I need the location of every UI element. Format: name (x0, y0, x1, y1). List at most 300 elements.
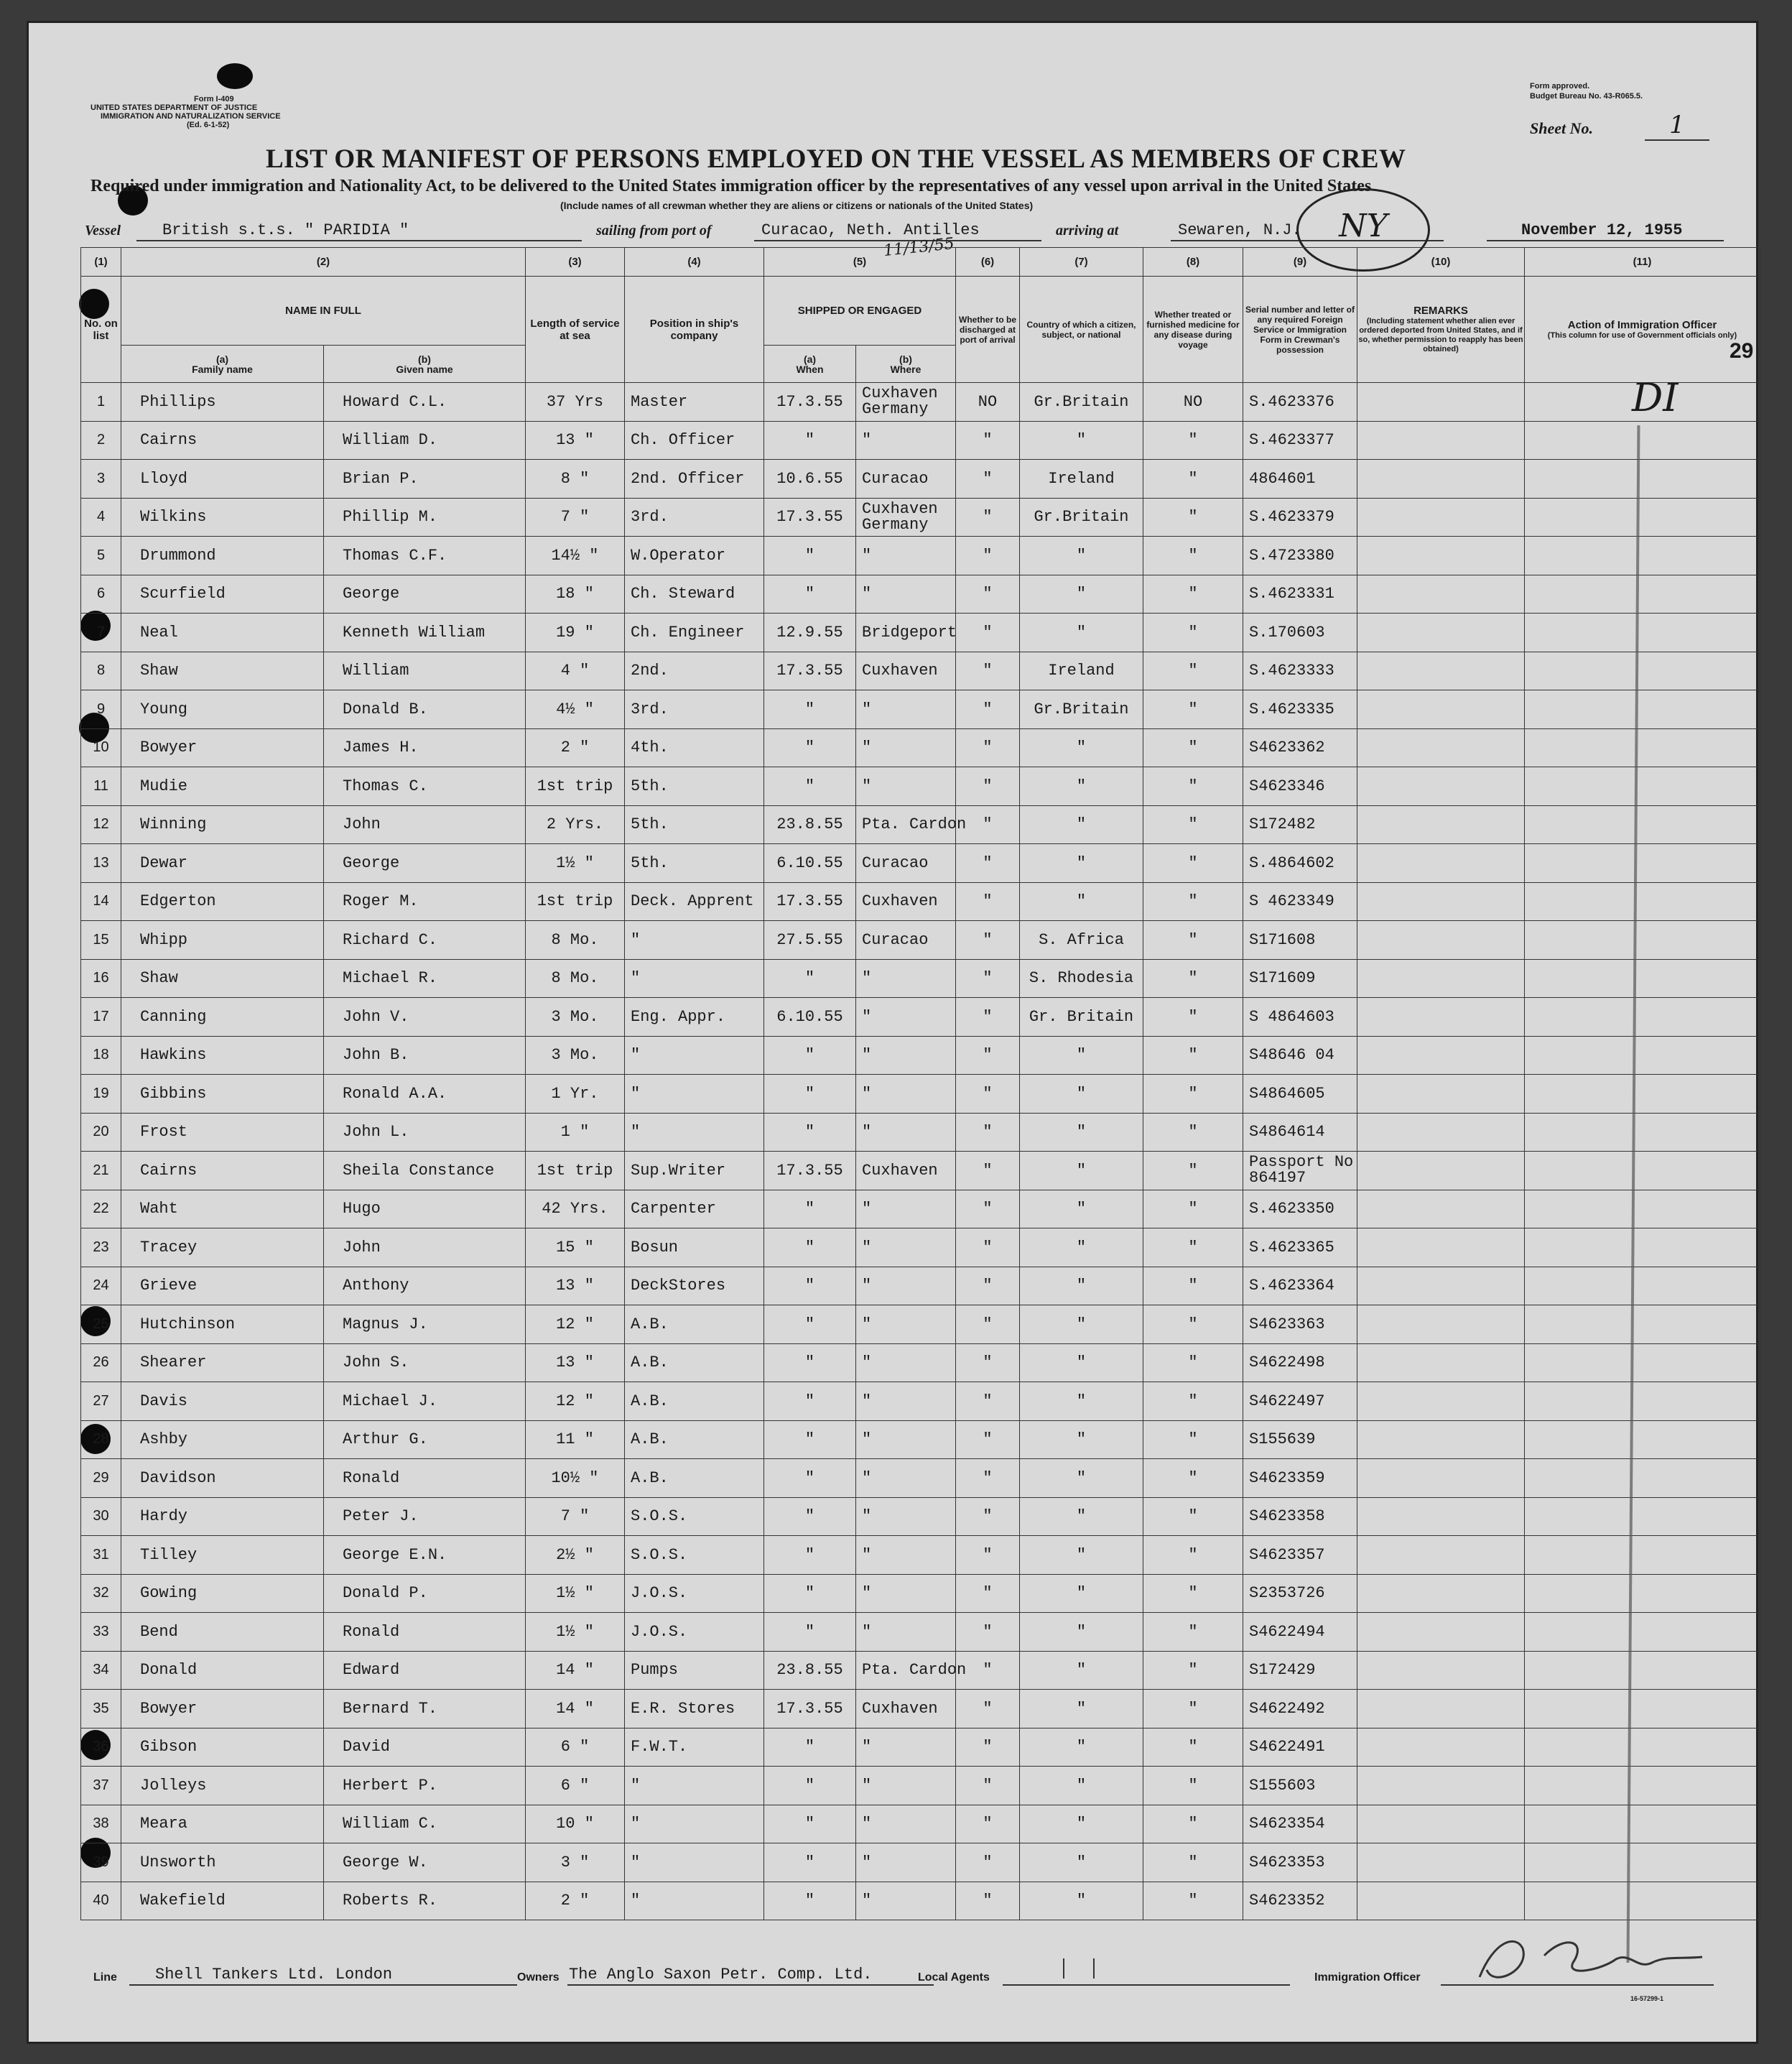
col-5-label: SHIPPED OR ENGAGED (764, 277, 956, 346)
remarks-cell (1357, 1267, 1525, 1305)
agents-mark (1063, 1958, 1095, 1979)
col-8-number: (8) (1143, 248, 1243, 277)
arriving-label: arriving at (1056, 223, 1119, 239)
table-row (81, 1113, 1760, 1152)
service-length-cell: 1½ " (526, 1613, 625, 1652)
remarks-cell (1357, 498, 1525, 537)
shipped-when-cell: 27.5.55 (764, 921, 856, 960)
service-length-cell: 4 " (526, 652, 625, 690)
given-name-cell: George (324, 575, 526, 614)
remarks-cell (1357, 1075, 1525, 1114)
family-name-cell: Bowyer (121, 1690, 324, 1729)
col-5a-text: When (796, 363, 824, 375)
row-number-cell: 36 (81, 1728, 121, 1767)
table-row (81, 421, 1760, 460)
shipped-where-cell: Curacao (856, 921, 956, 960)
shipped-where-cell: " (856, 421, 956, 460)
col-10-label: REMARKS (1413, 305, 1468, 317)
family-name-cell: Bend (121, 1613, 324, 1652)
shipped-where-cell: " (856, 690, 956, 729)
table-row (81, 652, 1760, 690)
table-row (81, 1343, 1760, 1382)
line-value: Shell Tankers Ltd. London (155, 1966, 393, 1984)
shipped-when-cell: " (764, 1882, 856, 1920)
immigration-action-cell (1525, 1690, 1760, 1729)
remarks-cell (1357, 1767, 1525, 1805)
service-length-cell: 13 " (526, 421, 625, 460)
row-number-cell: 11 (81, 767, 121, 806)
col-9-number: (9) (1243, 248, 1357, 277)
serial-number-cell: S4623352 (1243, 1882, 1357, 1920)
shipped-when-cell: 12.9.55 (764, 614, 856, 652)
shipped-where-cell: Cuxhaven (856, 1690, 956, 1729)
country-cell: Gr.Britain (1020, 690, 1143, 729)
serial-number-cell: S4623362 (1243, 728, 1357, 767)
treated-cell: " (1143, 728, 1243, 767)
treated-cell: " (1143, 1459, 1243, 1498)
family-name-cell: Cairns (121, 421, 324, 460)
owners-label: Owners (517, 1971, 560, 1984)
shipped-when-cell: 17.3.55 (764, 882, 856, 921)
immigration-action-cell (1525, 1536, 1760, 1575)
crew-rows (81, 383, 1760, 1920)
remarks-cell (1357, 805, 1525, 844)
shipped-when-cell: " (764, 1459, 856, 1498)
shipped-where-cell: " (856, 1805, 956, 1843)
immigration-action-cell (1525, 1190, 1760, 1228)
vessel-underline (136, 240, 582, 241)
row-number-cell: 12 (81, 805, 121, 844)
country-cell: " (1020, 1882, 1143, 1920)
col-2b-text: Given name (396, 363, 453, 375)
shipped-where-cell: " (856, 537, 956, 575)
service-length-cell: 1st trip (526, 882, 625, 921)
service-length-cell: 12 " (526, 1305, 625, 1344)
shipped-when-cell: " (764, 1613, 856, 1652)
table-row (81, 1536, 1760, 1575)
treated-cell: " (1143, 1497, 1243, 1536)
country-cell: " (1020, 1536, 1143, 1575)
treated-cell: " (1143, 1036, 1243, 1075)
remarks-cell (1357, 1190, 1525, 1228)
table-row (81, 1651, 1760, 1690)
table-row (81, 998, 1760, 1037)
position-cell: " (625, 1036, 764, 1075)
given-name-cell: Richard C. (324, 921, 526, 960)
shipped-where-cell: " (856, 1113, 956, 1152)
sailing-value: Curacao, Neth. Antilles (761, 221, 980, 239)
family-name-cell: Davidson (121, 1459, 324, 1498)
table-row (81, 882, 1760, 921)
shipped-when-cell: " (764, 1305, 856, 1344)
discharged-cell: " (956, 1497, 1020, 1536)
position-cell: Master (625, 383, 764, 422)
serial-number-cell: S171609 (1243, 959, 1357, 998)
col-2a-num: (a) (215, 353, 229, 365)
shipped-when-cell: 17.3.55 (764, 1690, 856, 1729)
service-length-cell: 2½ " (526, 1536, 625, 1575)
country-cell: " (1020, 882, 1143, 921)
shipped-where-cell: Curacao (856, 844, 956, 883)
given-name-cell: Thomas C.F. (324, 537, 526, 575)
shipped-when-cell: " (764, 1075, 856, 1114)
family-name-cell: Mudie (121, 767, 324, 806)
treated-cell: " (1143, 1382, 1243, 1421)
shipped-where-cell: " (856, 1728, 956, 1767)
treated-cell: " (1143, 1843, 1243, 1882)
table-row (81, 1267, 1760, 1305)
col-5a-num: (a) (803, 353, 817, 365)
col-2a-label (121, 346, 324, 383)
shipped-where-cell: Curacao (856, 460, 956, 499)
serial-number-cell: S.4623333 (1243, 652, 1357, 690)
treated-cell: " (1143, 498, 1243, 537)
shipped-where-cell: Cuxhaven Germany (856, 498, 956, 537)
country-cell: " (1020, 1036, 1143, 1075)
shipped-when-cell: " (764, 1228, 856, 1267)
col-5b-label (856, 346, 956, 383)
serial-number-cell: S4622498 (1243, 1343, 1357, 1382)
col-2-label: NAME IN FULL (121, 277, 526, 346)
family-name-cell: Shaw (121, 652, 324, 690)
position-cell: J.O.S. (625, 1613, 764, 1652)
given-name-cell: Arthur G. (324, 1420, 526, 1459)
col-2b-num: (b) (418, 353, 431, 365)
immigration-action-cell (1525, 460, 1760, 499)
immigration-action-cell (1525, 1382, 1760, 1421)
sheet-number-label: Sheet No. (1530, 119, 1593, 137)
row-number-cell: 8 (81, 652, 121, 690)
shipped-where-cell: Cuxhaven (856, 652, 956, 690)
row-number-cell: 14 (81, 882, 121, 921)
table-row (81, 1882, 1760, 1920)
officer-signature (1465, 1920, 1709, 1991)
given-name-cell: Ronald A.A. (324, 1075, 526, 1114)
treated-cell: " (1143, 1228, 1243, 1267)
row-number-cell: 20 (81, 1113, 121, 1152)
col-6-label: Whether to be discharged at port of arrival (956, 277, 1020, 383)
country-cell: " (1020, 1843, 1143, 1882)
remarks-cell (1357, 844, 1525, 883)
treated-cell: " (1143, 767, 1243, 806)
owners-value: The Anglo Saxon Petr. Comp. Ltd. (569, 1966, 873, 1984)
given-name-cell: William (324, 652, 526, 690)
service-length-cell: 7 " (526, 1497, 625, 1536)
position-cell: " (625, 1882, 764, 1920)
treated-cell: " (1143, 1267, 1243, 1305)
position-cell: " (625, 921, 764, 960)
family-name-cell: Cairns (121, 1152, 324, 1190)
remarks-cell (1357, 1228, 1525, 1267)
position-cell: Bosun (625, 1228, 764, 1267)
vessel-value: British s.t.s. " PARIDIA " (162, 221, 409, 239)
country-cell: S. Africa (1020, 921, 1143, 960)
shipped-where-cell: " (856, 1190, 956, 1228)
immigration-action-cell (1525, 805, 1760, 844)
row-number-cell: 10 (81, 728, 121, 767)
position-cell: S.O.S. (625, 1536, 764, 1575)
discharged-cell: " (956, 1767, 1020, 1805)
shipped-where-cell: " (856, 1420, 956, 1459)
row-number-cell: 2 (81, 421, 121, 460)
row-number-cell: 21 (81, 1152, 121, 1190)
immigration-action-cell (1525, 1343, 1760, 1382)
col-4-label: Position in ship's company (625, 277, 764, 383)
service-length-cell: 2 " (526, 728, 625, 767)
discharged-cell: " (956, 1613, 1020, 1652)
remarks-cell (1357, 690, 1525, 729)
shipped-where-cell: " (856, 1305, 956, 1344)
approval-line: Budget Bureau No. 43-R065.5. (1530, 92, 1643, 101)
remarks-cell (1357, 537, 1525, 575)
service-length-cell: 1 Yr. (526, 1075, 625, 1114)
row-number-cell: 32 (81, 1574, 121, 1613)
family-name-cell: Bowyer (121, 728, 324, 767)
remarks-cell (1357, 1343, 1525, 1382)
col-1-number: (1) (81, 248, 121, 277)
given-name-cell: Anthony (324, 1267, 526, 1305)
service-length-cell: 37 Yrs (526, 383, 625, 422)
remarks-cell (1357, 1613, 1525, 1652)
serial-number-cell: S4622494 (1243, 1613, 1357, 1652)
family-name-cell: Wakefield (121, 1882, 324, 1920)
remarks-cell (1357, 1805, 1525, 1843)
row-number-cell: 13 (81, 844, 121, 883)
given-name-cell: John B. (324, 1036, 526, 1075)
remarks-cell (1357, 1497, 1525, 1536)
discharged-cell: " (956, 1536, 1020, 1575)
country-cell: Ireland (1020, 460, 1143, 499)
treated-cell: " (1143, 805, 1243, 844)
discharged-cell: " (956, 1036, 1020, 1075)
family-name-cell: Hardy (121, 1497, 324, 1536)
treated-cell: " (1143, 460, 1243, 499)
service-length-cell: 6 " (526, 1728, 625, 1767)
treated-cell: " (1143, 998, 1243, 1037)
discharged-cell: " (956, 1420, 1020, 1459)
date-underline (1487, 240, 1724, 241)
shipped-where-cell: " (856, 728, 956, 767)
row-number-cell: 4 (81, 498, 121, 537)
table-row (81, 1190, 1760, 1228)
treated-cell: " (1143, 1152, 1243, 1190)
immigration-action-cell (1525, 1767, 1760, 1805)
discharged-cell: " (956, 1113, 1020, 1152)
table-row (81, 383, 1760, 422)
remarks-cell (1357, 421, 1525, 460)
shipped-when-cell: " (764, 1420, 856, 1459)
given-name-cell: Roberts R. (324, 1882, 526, 1920)
remarks-cell (1357, 767, 1525, 806)
discharged-cell: " (956, 1574, 1020, 1613)
table-row (81, 1728, 1760, 1767)
table-row (81, 460, 1760, 499)
treated-cell: " (1143, 882, 1243, 921)
family-name-cell: Hawkins (121, 1036, 324, 1075)
immigration-action-cell (1525, 1882, 1760, 1920)
serial-number-cell: S4622492 (1243, 1690, 1357, 1729)
shipped-where-cell: " (856, 767, 956, 806)
family-name-cell: Lloyd (121, 460, 324, 499)
serial-number-cell: S172482 (1243, 805, 1357, 844)
shipped-where-cell: " (856, 1036, 956, 1075)
serial-number-cell: S171608 (1243, 921, 1357, 960)
col-6-number: (6) (956, 248, 1020, 277)
immigration-action-cell (1525, 383, 1760, 422)
given-name-cell: Edward (324, 1651, 526, 1690)
shipped-when-cell: 10.6.55 (764, 460, 856, 499)
given-name-cell: Donald B. (324, 690, 526, 729)
shipped-when-cell: 17.3.55 (764, 498, 856, 537)
department-line: IMMIGRATION AND NATURALIZATION SERVICE (101, 112, 281, 121)
position-cell: " (625, 1113, 764, 1152)
country-cell: " (1020, 421, 1143, 460)
discharged-cell: " (956, 421, 1020, 460)
remarks-cell (1357, 1536, 1525, 1575)
shipped-when-cell: " (764, 690, 856, 729)
col-11-note: (This column for use of Government officials only) (1547, 330, 1737, 340)
country-cell: " (1020, 1497, 1143, 1536)
service-length-cell: 42 Yrs. (526, 1190, 625, 1228)
remarks-cell (1357, 1882, 1525, 1920)
table-row (81, 1574, 1760, 1613)
discharged-cell: " (956, 844, 1020, 883)
treated-cell: " (1143, 690, 1243, 729)
col-1-label: No. on list (81, 277, 121, 383)
given-name-cell: Donald P. (324, 1574, 526, 1613)
position-cell: 5th. (625, 844, 764, 883)
col-5a-label (764, 346, 856, 383)
col-8-label: Whether treated or furnished medicine for any disease during voyage (1143, 277, 1243, 383)
table-row (81, 767, 1760, 806)
discharged-cell: " (956, 1843, 1020, 1882)
shipped-when-cell: " (764, 1843, 856, 1882)
shipped-when-cell: " (764, 1036, 856, 1075)
shipped-where-cell: " (856, 1497, 956, 1536)
col-7-label: Country of which a citizen, subject, or national (1020, 277, 1143, 383)
service-length-cell: 3 Mo. (526, 998, 625, 1037)
position-cell: Ch. Engineer (625, 614, 764, 652)
remarks-cell (1357, 921, 1525, 960)
position-cell: S.O.S. (625, 1497, 764, 1536)
treated-cell: " (1143, 421, 1243, 460)
family-name-cell: Gibson (121, 1728, 324, 1767)
serial-number-cell: S.4623350 (1243, 1190, 1357, 1228)
position-cell: A.B. (625, 1420, 764, 1459)
shipped-when-cell: " (764, 1728, 856, 1767)
shipped-when-cell: " (764, 1767, 856, 1805)
manifest-sheet (29, 23, 1756, 2042)
country-cell: Ireland (1020, 652, 1143, 690)
given-name-cell: Phillip M. (324, 498, 526, 537)
country-cell: Gr.Britain (1020, 383, 1143, 422)
col-11-number: (11) (1525, 248, 1760, 277)
country-cell: " (1020, 1651, 1143, 1690)
table-row (81, 1767, 1760, 1805)
serial-number-cell: S.4623377 (1243, 421, 1357, 460)
remarks-cell (1357, 1459, 1525, 1498)
given-name-cell: Michael J. (324, 1382, 526, 1421)
col-10-number: (10) (1357, 248, 1525, 277)
position-cell: Ch. Steward (625, 575, 764, 614)
shipped-where-cell: " (856, 1536, 956, 1575)
service-length-cell: 14 " (526, 1651, 625, 1690)
position-cell: Deck. Apprent (625, 882, 764, 921)
service-length-cell: 2 Yrs. (526, 805, 625, 844)
discharged-cell: " (956, 460, 1020, 499)
immigration-action-cell (1525, 1152, 1760, 1190)
remarks-cell (1357, 998, 1525, 1037)
treated-cell: " (1143, 1728, 1243, 1767)
discharged-cell: " (956, 1075, 1020, 1114)
immigration-action-cell (1525, 690, 1760, 729)
table-row (81, 498, 1760, 537)
position-cell: Carpenter (625, 1190, 764, 1228)
given-name-cell: William D. (324, 421, 526, 460)
given-name-cell: John L. (324, 1113, 526, 1152)
treated-cell: " (1143, 1574, 1243, 1613)
given-name-cell: Hugo (324, 1190, 526, 1228)
table-row (81, 805, 1760, 844)
shipped-when-cell: " (764, 767, 856, 806)
position-cell: " (625, 1767, 764, 1805)
shipped-where-cell: Cuxhaven (856, 882, 956, 921)
remarks-cell (1357, 728, 1525, 767)
row-number-cell: 30 (81, 1497, 121, 1536)
shipped-when-cell: 17.3.55 (764, 383, 856, 422)
shipped-where-cell: Pta. Cardon (856, 1651, 956, 1690)
col-9-label: Serial number and letter of any required Foreign Service or Immigration Form in Crewman's possession (1243, 277, 1357, 383)
given-name-cell: John (324, 805, 526, 844)
row-number-cell: 38 (81, 1805, 121, 1843)
remarks-cell (1357, 1305, 1525, 1344)
serial-number-cell: S155639 (1243, 1420, 1357, 1459)
given-name-cell: George (324, 844, 526, 883)
given-name-cell: Ronald (324, 1459, 526, 1498)
country-cell: " (1020, 1613, 1143, 1652)
family-name-cell: Gowing (121, 1574, 324, 1613)
table-row (81, 1690, 1760, 1729)
remarks-cell (1357, 383, 1525, 422)
sheet-number-value: 1 (1645, 111, 1709, 141)
country-cell: " (1020, 1382, 1143, 1421)
family-name-cell: Waht (121, 1190, 324, 1228)
table-row (81, 1497, 1760, 1536)
row-number-cell: 29 (81, 1459, 121, 1498)
col-7-number: (7) (1020, 248, 1143, 277)
immigration-action-cell (1525, 1075, 1760, 1114)
serial-number-cell: S 4864603 (1243, 998, 1357, 1037)
row-number-cell: 7 (81, 614, 121, 652)
col-11-label: Action of Immigration Officer (1567, 318, 1717, 331)
country-cell: S. Rhodesia (1020, 959, 1143, 998)
position-cell: 3rd. (625, 498, 764, 537)
handwritten-date: 11/13/55 (882, 234, 955, 261)
line-underline (129, 1984, 517, 1986)
immigration-action-cell (1525, 998, 1760, 1037)
position-cell: Ch. Officer (625, 421, 764, 460)
discharged-cell: " (956, 1651, 1020, 1690)
serial-number-cell: S4623358 (1243, 1497, 1357, 1536)
row-number-cell: 19 (81, 1075, 121, 1114)
position-cell: A.B. (625, 1343, 764, 1382)
family-name-cell: Wilkins (121, 498, 324, 537)
crew-manifest-table (80, 247, 1760, 1920)
row-number-cell: 40 (81, 1882, 121, 1920)
position-cell: A.B. (625, 1382, 764, 1421)
table-row (81, 690, 1760, 729)
given-name-cell: Kenneth William (324, 614, 526, 652)
